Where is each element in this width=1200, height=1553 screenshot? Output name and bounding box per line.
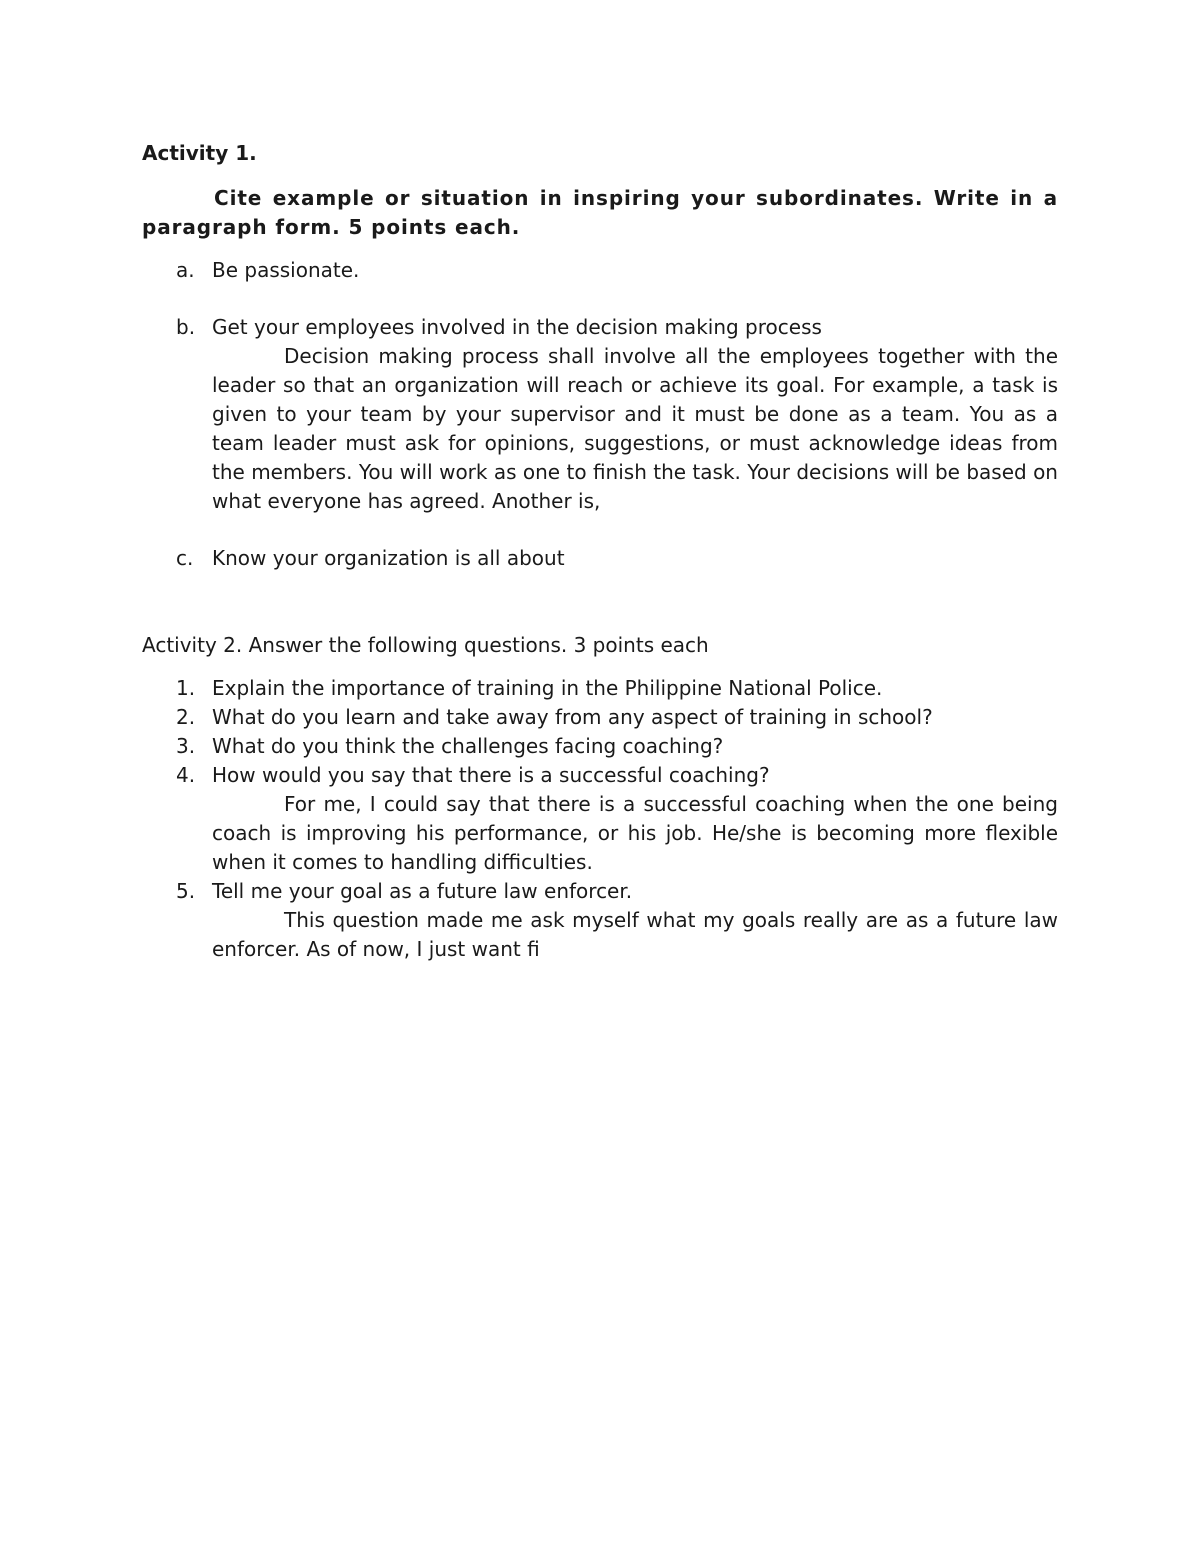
list-item-text: What do you learn and take away from any aspect of training in school? bbox=[212, 705, 933, 729]
list-item-text: How would you say that there is a successful coaching? bbox=[212, 763, 770, 787]
list-item bbox=[142, 877, 1058, 964]
list-item-text: Know your organization is all about bbox=[212, 546, 565, 570]
answer-paragraph: For me, I could say that there is a successful coaching when the one being coach is improving his performance, or his job. He/she is becoming more flexible when it comes to handling difficulties. bbox=[212, 792, 1058, 874]
list-marker: 2. bbox=[176, 705, 196, 729]
list-item-text: Get your employees involved in the decision making process bbox=[212, 315, 822, 339]
list-marker: a. bbox=[176, 258, 195, 282]
list-item bbox=[142, 544, 1058, 573]
activity-1-list bbox=[142, 256, 1058, 573]
list-marker: b. bbox=[176, 315, 196, 339]
answer-paragraph: This question made me ask myself what my goals really are as a future law enforcer. As of now, I just want fi bbox=[212, 908, 1058, 961]
list-item bbox=[142, 256, 1058, 285]
activity-2-title: Activity 2. Answer the following questions. 3 points each bbox=[142, 633, 709, 657]
answer-paragraph: Decision making process shall involve all the employees together with the leader so that an organization will reach or achieve its goal. For example, a task is given to your team by your supervisor and it must be done as a team. You as a team leader must ask for opinions, suggestions, or must acknowledge ideas from the members. You will work as one to finish the task. Your decisions will be based on what everyone has agreed. Another is, bbox=[212, 344, 1058, 513]
activity-1-instructions: Cite example or situation in inspiring your subordinates. Write in a paragraph form. 5 points each. bbox=[142, 186, 1058, 239]
list-marker: 4. bbox=[176, 763, 196, 787]
list-marker: 3. bbox=[176, 734, 196, 758]
list-item-text: Tell me your goal as a future law enforcer. bbox=[212, 879, 633, 903]
list-marker: 5. bbox=[176, 879, 196, 903]
activity-1-title: Activity 1. bbox=[142, 141, 257, 165]
activity-2-list bbox=[142, 674, 1058, 964]
list-item bbox=[142, 703, 1058, 732]
list-item-text: Explain the importance of training in the Philippine National Police. bbox=[212, 676, 883, 700]
list-item bbox=[142, 732, 1058, 761]
document-page bbox=[142, 139, 1058, 964]
list-marker: 1. bbox=[176, 676, 196, 700]
list-item-text: What do you think the challenges facing coaching? bbox=[212, 734, 724, 758]
list-item bbox=[142, 674, 1058, 703]
list-marker: c. bbox=[176, 546, 194, 570]
list-item bbox=[142, 761, 1058, 877]
list-item bbox=[142, 313, 1058, 516]
list-item-text: Be passionate. bbox=[212, 258, 360, 282]
